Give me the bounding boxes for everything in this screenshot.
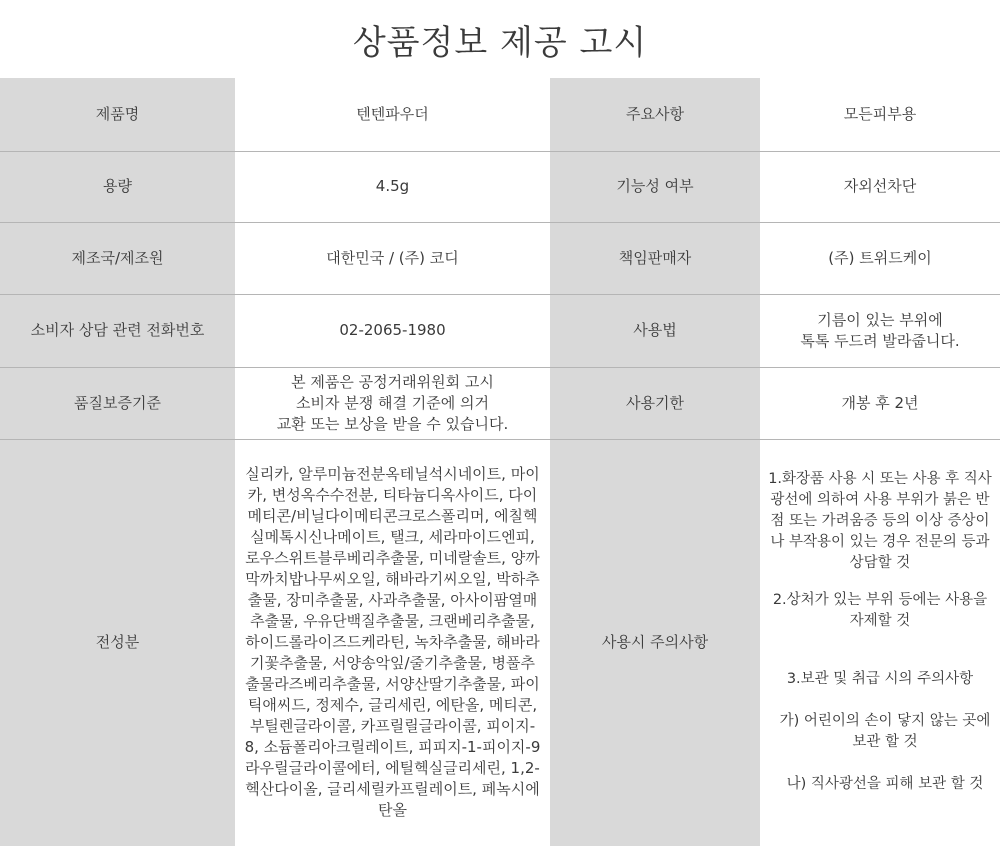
value-phone: 02-2065-1980 xyxy=(235,294,550,367)
label-phone: 소비자 상담 관련 전화번호 xyxy=(0,294,235,367)
value-expiry: 개봉 후 2년 xyxy=(760,367,1000,439)
label-expiry: 사용기한 xyxy=(550,367,760,439)
table-row xyxy=(0,222,1000,294)
table-row xyxy=(0,439,1000,846)
value-key-feature: 모든피부용 xyxy=(760,78,1000,151)
caution-item-3b: 나) 직사광선을 피해 보관 할 것 xyxy=(786,776,984,793)
table-row xyxy=(0,294,1000,367)
value-ingredients: 실리카, 알루미늄전분옥테닐석시네이트, 마이카, 변성옥수수전분, 티타늄디옥사이드, 다이메티콘/비닐다이메티콘크로스폴리머, 에칠헥실메톡시신나메이트, 탤크, 세라마이드엔피, 로우스위트블루베리추출물, 미네랄솔트, 양까막까치밥나무씨오일, 해바라기씨오일, 박하추출물, 장미추출물, 사과추출물, 아사이팜열매추출물, 우유단백질추출물, 크랜베리추출물, 하이드롤라이즈드케라틴, 녹차추출물, 해바라기꽃추출물, 서양송악잎/줄기추출물, 병풀추출물라즈베리추출물, 서양산딸기추출물, 파이틱애씨드, 정제수, 글리세린, 에탄올, 메티콘, 부틸렌글라이콜, 카프릴릴글라이콜, 피이지-8, 소듐폴리아크릴레이트, 피피지-1-피이지-9라우릴글라이콜에터, 에틸헥실글리세린, 1,2-헥산다이올, 글리세릴카프릴레이트, 페녹시에탄올 xyxy=(235,439,550,846)
label-usage: 사용법 xyxy=(550,294,760,367)
caution-item-2: 2.상처가 있는 부위 등에는 사용을 자제할 것 xyxy=(772,592,988,630)
caution-item-3 xyxy=(768,648,992,816)
value-cautions xyxy=(760,439,1000,846)
value-usage: 기름이 있는 부위에 톡톡 두드려 발라줍니다. xyxy=(760,294,1000,367)
value-product-name: 텐텐파우더 xyxy=(235,78,550,151)
table-row xyxy=(0,151,1000,222)
label-capacity: 용량 xyxy=(0,151,235,222)
caution-item-3a: 가) 어린이의 손이 닿지 않는 곳에 보관 할 것 xyxy=(779,713,991,751)
label-manufacturer: 제조국/제조원 xyxy=(0,222,235,294)
caution-item-1: 1.화장품 사용 시 또는 사용 후 직사광선에 의하여 사용 부위가 붉은 반점 또는 가려움증 등의 이상 증상이나 부작용이 있는 경우 전문의 등과 상담할 것 xyxy=(768,471,992,572)
label-quality: 품질보증기준 xyxy=(0,367,235,439)
page-title: 상품정보 제공 고시 xyxy=(352,22,648,63)
product-info-table xyxy=(0,78,1000,846)
label-cautions: 사용시 주의사항 xyxy=(550,439,760,846)
label-functional: 기능성 여부 xyxy=(550,151,760,222)
label-product-name: 제품명 xyxy=(0,78,235,151)
value-quality: 본 제품은 공정거래위원회 고시 소비자 분쟁 해결 기준에 의거 교환 또는 보상을 받을 수 있습니다. xyxy=(235,367,550,439)
table-row xyxy=(0,78,1000,151)
value-functional: 자외선차단 xyxy=(760,151,1000,222)
label-key-feature: 주요사항 xyxy=(550,78,760,151)
value-manufacturer: 대한민국 / (주) 코디 xyxy=(235,222,550,294)
label-seller: 책임판매자 xyxy=(550,222,760,294)
table-row xyxy=(0,367,1000,439)
label-ingredients: 전성분 xyxy=(0,439,235,846)
value-seller: (주) 트위드케이 xyxy=(760,222,1000,294)
value-capacity: 4.5g xyxy=(235,151,550,222)
caution-item-3-title: 3.보관 및 취급 시의 주의사항 xyxy=(786,671,974,688)
